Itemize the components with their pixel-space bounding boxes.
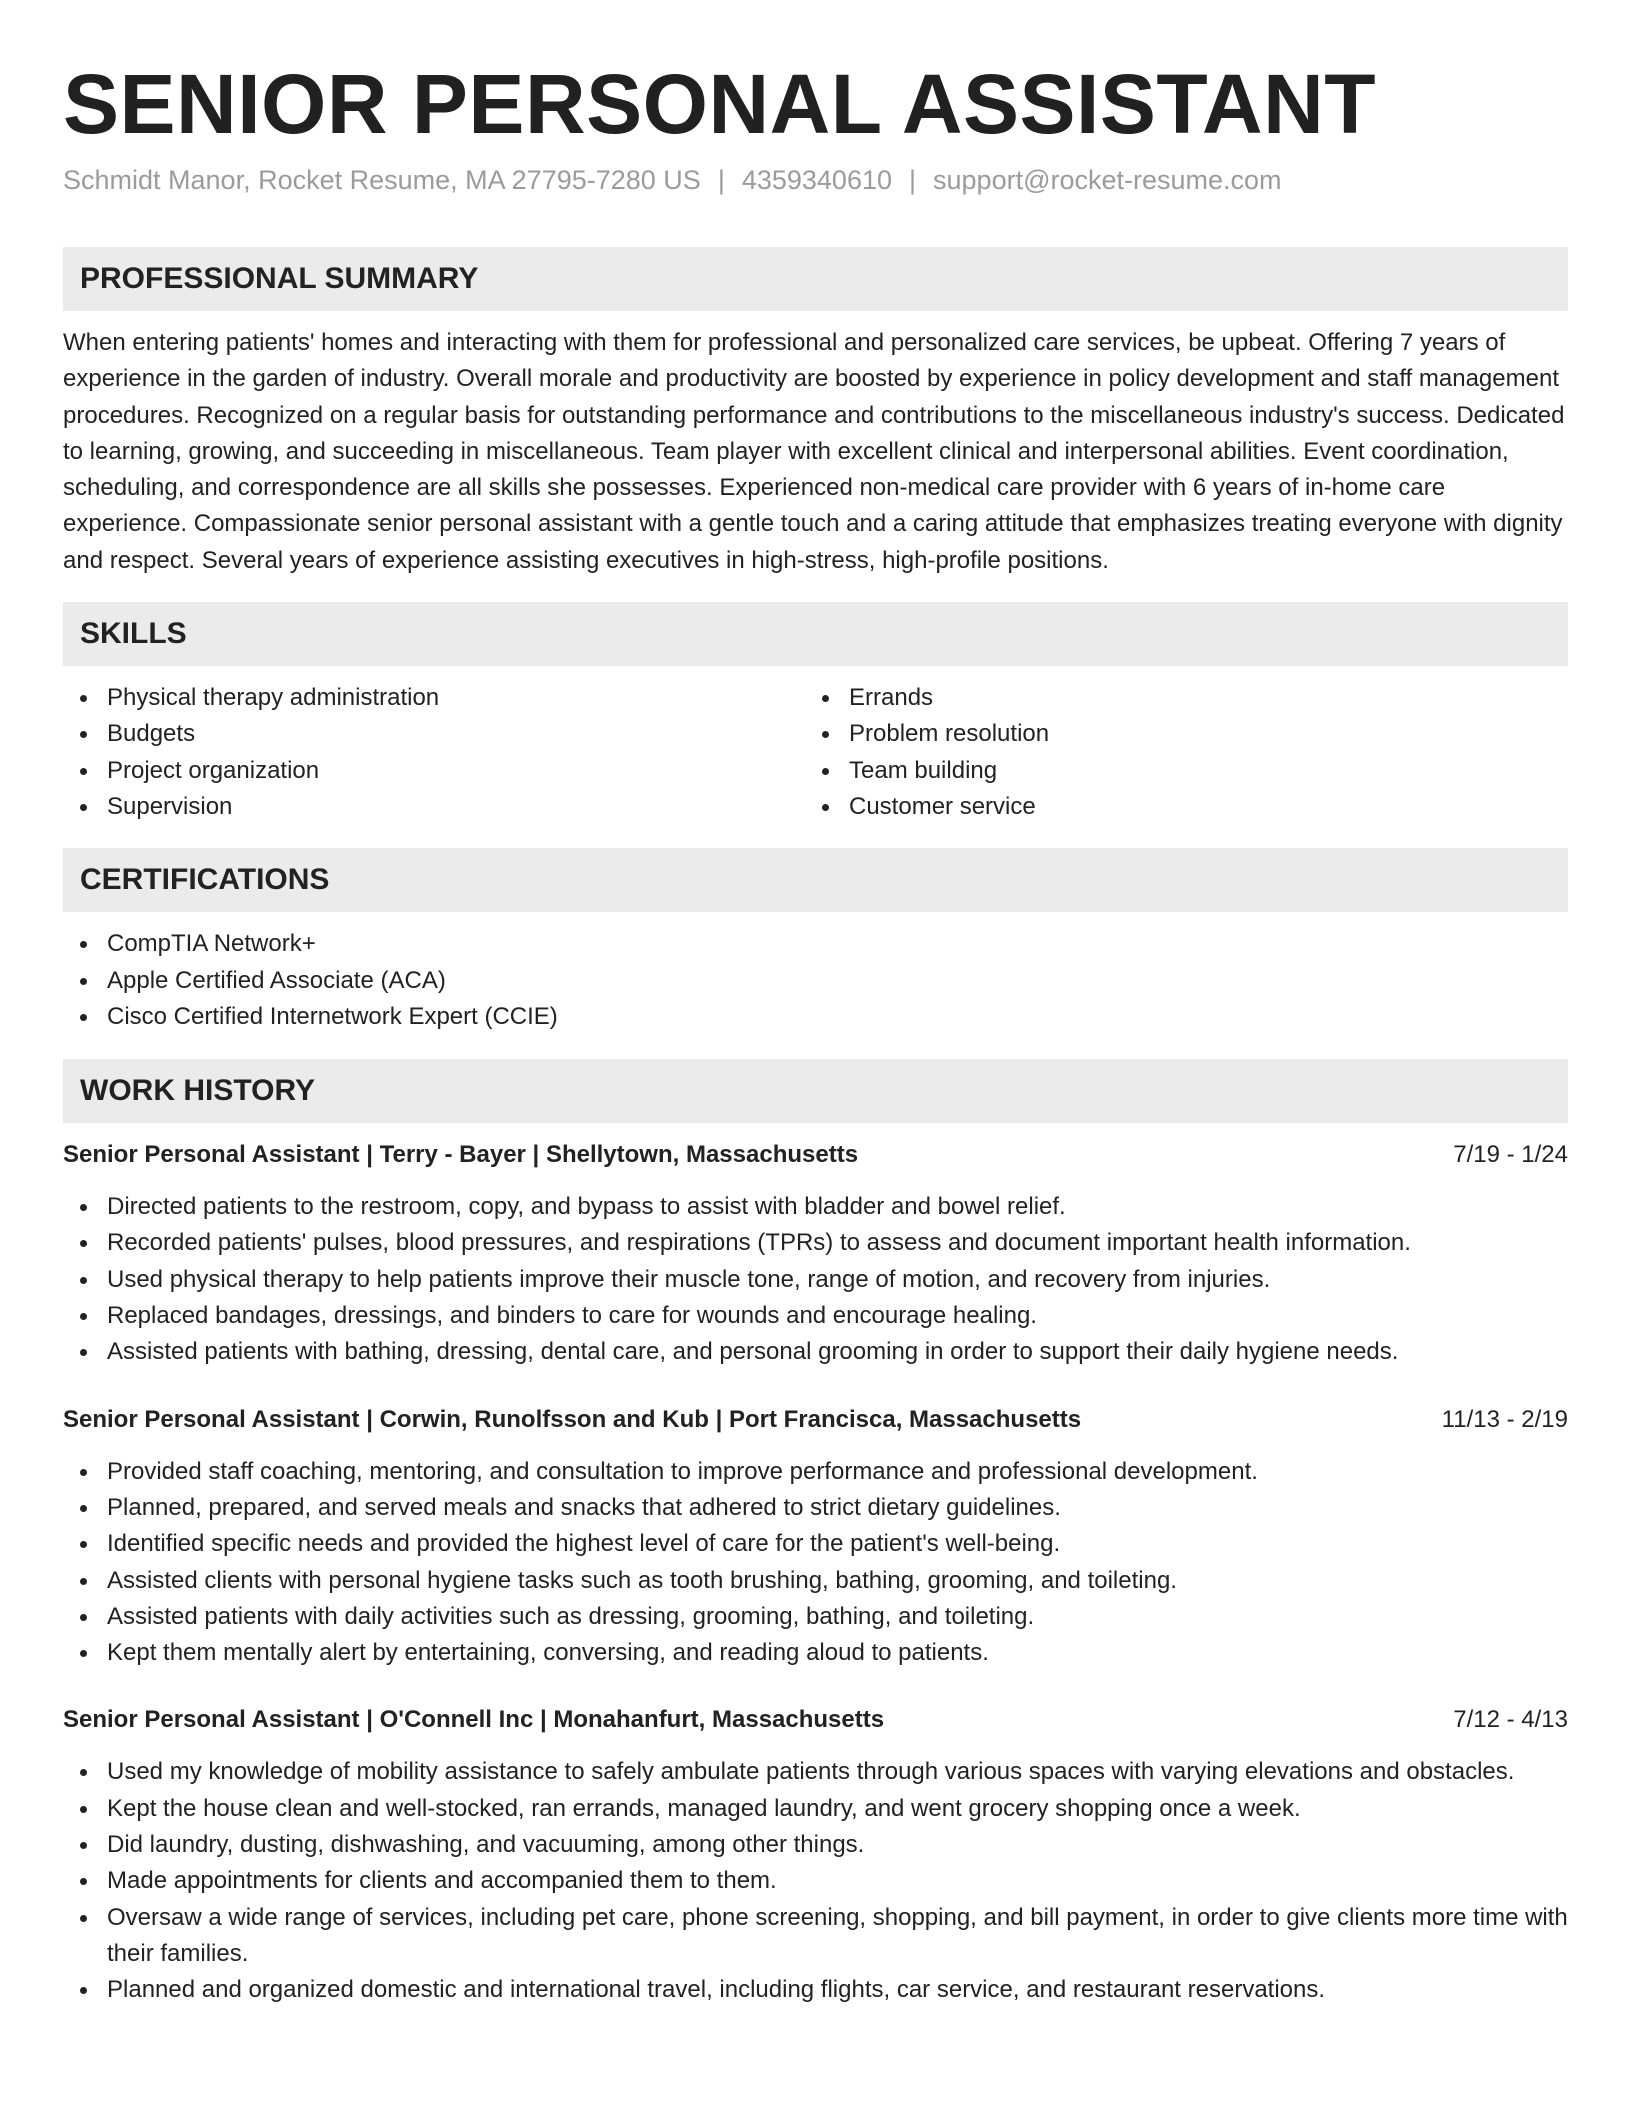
skills-grid — [63, 680, 1568, 825]
contact-line — [63, 162, 1568, 198]
certification-item: Cisco Certified Internetwork Expert (CCIE) — [63, 999, 1568, 1035]
skills-heading: SKILLS — [63, 602, 1568, 666]
skills-left-list — [63, 680, 805, 825]
job-header — [63, 1702, 1568, 1738]
job-bullet: Planned and organized domestic and international travel, including flights, car service, and restaurant reservations. — [63, 1972, 1568, 2008]
job-bullet: Kept the house clean and well-stocked, ran errands, managed laundry, and went grocery shopping once a week. — [63, 1791, 1568, 1827]
job-dates: 7/19 - 1/24 — [1453, 1141, 1568, 1169]
job-bullet: Used my knowledge of mobility assistance to safely ambulate patients through various spaces with varying elevations and obstacles. — [63, 1754, 1568, 1790]
candidate-name: SENIOR PERSONAL ASSISTANT — [63, 57, 1377, 151]
phone: 4359340610 — [741, 165, 892, 195]
certifications-heading: CERTIFICATIONS — [63, 848, 1568, 912]
job-bullet: Assisted patients with daily activities such as dressing, grooming, bathing, and toileting. — [63, 1599, 1568, 1635]
skill-item: Errands — [805, 680, 1547, 716]
summary-heading: PROFESSIONAL SUMMARY — [63, 247, 1568, 311]
job-title: Senior Personal Assistant | O'Connell Inc | Monahanfurt, Massachusetts — [63, 1706, 885, 1734]
summary-text: When entering patients' homes and interacting with them for professional and personalized care services, be upbeat. Offering 7 years of experience in the garden of industry. Overall morale and productivity are boosted by experience in policy development and staff management procedures. Recognized on a regular basis for outstanding performance and contributions to the miscellaneous industry's success. Dedicated to learning, growing, and succeeding in miscellaneous. Team player with excellent clinical and interpersonal abilities. Event coordination, scheduling, and correspondence are all skills she possesses. Experienced non-medical care provider with 6 years of in-home care experience. Compassionate senior personal assistant with a gentle touch and a caring attitude that emphasizes treating everyone with dignity and respect. Several years of experience assisting executives in high-stress, high-profile positions. — [63, 329, 1565, 574]
job-entry — [63, 1702, 1568, 2008]
skill-item: Project organization — [63, 753, 805, 789]
job-title: Senior Personal Assistant | Terry - Bayer | Shellytown, Massachusetts — [63, 1141, 859, 1169]
job-entry — [63, 1137, 1568, 1370]
job-bullet: Directed patients to the restroom, copy, and bypass to assist with bladder and bowel relief. — [63, 1189, 1568, 1225]
certification-item: Apple Certified Associate (ACA) — [63, 963, 1568, 999]
skill-item: Customer service — [805, 789, 1547, 825]
skill-item: Physical therapy administration — [63, 680, 805, 716]
job-entry — [63, 1402, 1568, 1672]
certifications-list — [63, 926, 1568, 1035]
job-bullet: Planned, prepared, and served meals and snacks that adhered to strict dietary guidelines. — [63, 1490, 1568, 1526]
work-history-heading: WORK HISTORY — [63, 1059, 1568, 1123]
separator: | — [909, 165, 917, 195]
job-dates: 11/13 - 2/19 — [1441, 1405, 1568, 1433]
skill-item: Problem resolution — [805, 716, 1547, 752]
job-bullet: Assisted patients with bathing, dressing, dental care, and personal grooming in order to support their daily hygiene needs. — [63, 1334, 1568, 1370]
job-header — [63, 1137, 1568, 1173]
job-bullet: Kept them mentally alert by entertaining, conversing, and reading aloud to patients. — [63, 1635, 1568, 1671]
email: support@rocket-resume.com — [933, 165, 1282, 195]
job-bullet: Oversaw a wide range of services, including pet care, phone screening, shopping, and bill payment, in order to give clients more time with their families. — [63, 1900, 1568, 1973]
skill-item: Team building — [805, 753, 1547, 789]
job-bullet: Recorded patients' pulses, blood pressures, and respirations (TPRs) to assess and document important health information. — [63, 1225, 1568, 1261]
job-bullet: Did laundry, dusting, dishwashing, and vacuuming, among other things. — [63, 1827, 1568, 1863]
job-bullet: Provided staff coaching, mentoring, and consultation to improve performance and professional development. — [63, 1454, 1568, 1490]
skill-item: Budgets — [63, 716, 805, 752]
job-bullet: Made appointments for clients and accompanied them to them. — [63, 1863, 1568, 1899]
job-bullets — [63, 1754, 1568, 2008]
job-header — [63, 1402, 1568, 1438]
job-bullets — [63, 1454, 1568, 1672]
address: Schmidt Manor, Rocket Resume, MA 27795-7280 US — [63, 165, 701, 195]
job-bullets — [63, 1189, 1568, 1370]
job-title: Senior Personal Assistant | Corwin, Runolfsson and Kub | Port Francisca, Massachusetts — [63, 1405, 1082, 1433]
job-bullet: Replaced bandages, dressings, and binders to care for wounds and encourage healing. — [63, 1298, 1568, 1334]
resume-page — [63, 0, 1568, 2009]
job-bullet: Identified specific needs and provided the highest level of care for the patient's well-being. — [63, 1526, 1568, 1562]
job-dates: 7/12 - 4/13 — [1453, 1706, 1568, 1734]
job-bullet: Assisted clients with personal hygiene tasks such as tooth brushing, bathing, grooming, and toileting. — [63, 1563, 1568, 1599]
separator: | — [717, 165, 725, 195]
certification-item: CompTIA Network+ — [63, 926, 1568, 962]
skills-right-list — [805, 680, 1547, 825]
skill-item: Supervision — [63, 789, 805, 825]
job-bullet: Used physical therapy to help patients improve their muscle tone, range of motion, and recovery from injuries. — [63, 1262, 1568, 1298]
